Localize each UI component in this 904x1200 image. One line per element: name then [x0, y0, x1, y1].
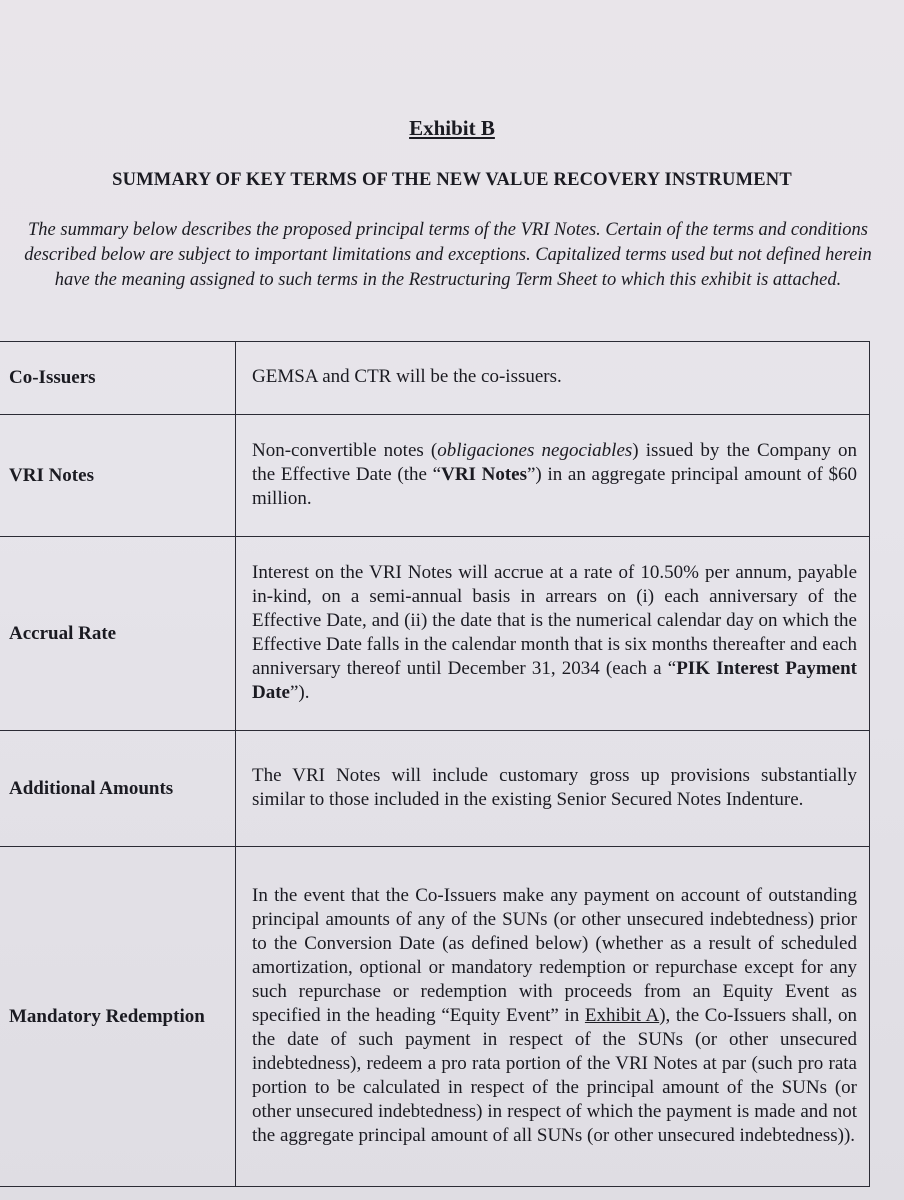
text-run: ”). — [289, 681, 310, 703]
exhibit-reference: Exhibit A — [584, 1004, 660, 1026]
row-label: Accrual Rate — [0, 537, 236, 731]
row-label: Co-Issuers — [0, 342, 236, 415]
row-content: GEMSA and CTR will be the co-issuers. — [236, 342, 870, 415]
text-run-italic: obligaciones negociables — [437, 439, 633, 461]
row-content — [236, 537, 870, 731]
row-content: The VRI Notes will include customary gross up provisions substantially similar to those included in the existing Senior Secured Notes Indenture. — [236, 731, 870, 847]
defined-term: VRI Notes — [441, 463, 527, 485]
table-row — [0, 847, 870, 1187]
table-row — [0, 537, 870, 731]
text-run: ) issued by the Company on the Effective Date (the “ — [252, 439, 857, 485]
row-content — [236, 847, 870, 1187]
table-row — [0, 415, 870, 537]
text-run: ), the Co-Issuers shall, on the date of such payment in respect of the SUNs (or other unsecured indebtedness), redeem a pro rata portion of the VRI Notes at par (such pro rata portion to be calculated in respect of the principal amount of the SUNs (or other unsecured indebtedness) in respect of which the payment is made and not the aggregate principal amount of all SUNs (or other unsecured indebtedness)). — [252, 1004, 858, 1146]
table-row — [0, 342, 870, 415]
row-content — [236, 415, 870, 537]
row-label: Additional Amounts — [0, 731, 236, 847]
exhibit-title: Exhibit B — [409, 116, 495, 140]
text-run: ”) in an aggregate principal amount of $60 million. — [252, 463, 857, 509]
intro-paragraph: The summary below describes the proposed principal terms of the VRI Notes. Certain of the terms and conditions described below are subject to important limitations and exceptions. Capitalized terms used but not defined herein have the meaning assigned to such terms in the Restructuring Term Sheet to which this exhibit is attached. — [24, 220, 872, 290]
row-label: VRI Notes — [0, 415, 236, 537]
text-run: Non-convertible notes ( — [252, 439, 438, 461]
row-label: Mandatory Redemption — [0, 847, 236, 1187]
text-run: Interest on the VRI Notes will accrue at a rate of 10.50% per annum, payable in-kind, on a semi-annual basis in arrears on (i) each anniversary of the Effective Date, and (ii) the date that is the numerical calendar day on which the Effective Date falls in the calendar month that is six months thereafter and each anniversary thereof until December 31, 2034 (each a “ — [252, 561, 857, 679]
document-subtitle: SUMMARY OF KEY TERMS OF THE NEW VALUE RECOVERY INSTRUMENT — [112, 170, 792, 190]
defined-term: PIK Interest Payment Date — [252, 657, 857, 703]
table-row — [0, 731, 870, 847]
text-run: In the event that the Co-Issuers make any payment on account of outstanding principal amounts of any of the SUNs (or other unsecured indebtedness) prior to the Conversion Date (as defined below) (whether as a result of scheduled amortization, optional or mandatory redemption or repurchase except for any such repurchase or redemption with proceeds from an Equity Event as specified in the heading “Equity Event” in — [252, 884, 857, 1026]
terms-table — [0, 341, 870, 1187]
